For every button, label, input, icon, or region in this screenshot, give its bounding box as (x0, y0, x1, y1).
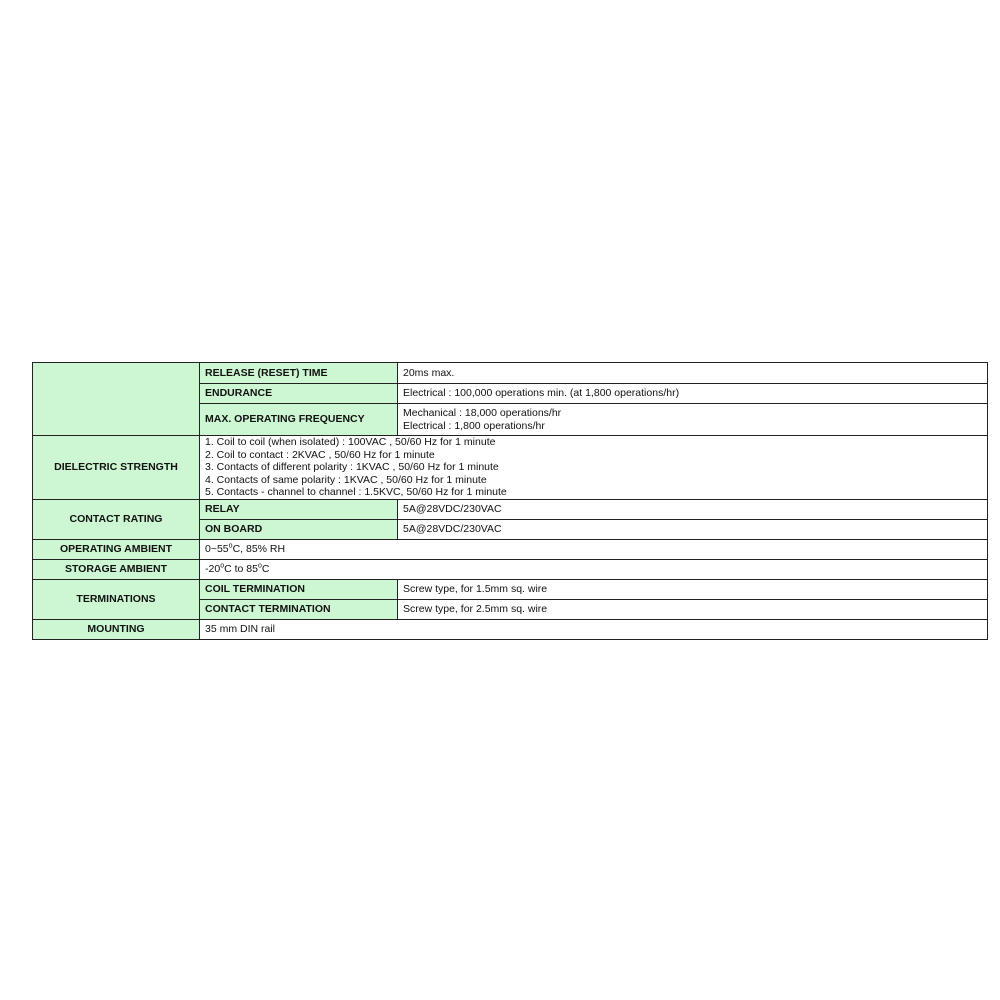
category-continued-cell (33, 363, 200, 436)
release-time-value: 20ms max. (398, 363, 988, 384)
on-board-value: 5A@28VDC/230VAC (398, 520, 988, 540)
row-release-time (33, 363, 988, 384)
dielectric-line-4: 4. Contacts of same polarity : 1KVAC , 50/60 Hz for 1 minute (205, 473, 487, 486)
row-contact-rating-relay (33, 500, 988, 520)
contact-rating-label: CONTACT RATING (33, 500, 200, 540)
operating-ambient-label: OPERATING AMBIENT (33, 540, 200, 560)
relay-value: 5A@28VDC/230VAC (398, 500, 988, 520)
dielectric-line-3: 3. Contacts of different polarity : 1KVAC , 50/60 Hz for 1 minute (205, 461, 499, 474)
dielectric-line-5: 5. Contacts - channel to channel : 1.5KVC, 50/60 Hz for 1 minute (205, 486, 507, 499)
endurance-value: Electrical : 100,000 operations min. (at 1,800 operations/hr) (398, 384, 988, 404)
operating-ambient-value (200, 540, 988, 560)
max-operating-frequency-label: MAX. OPERATING FREQUENCY (200, 404, 398, 436)
row-coil-termination (33, 580, 988, 600)
degree-symbol: o (257, 562, 262, 570)
specifications-table (32, 362, 988, 640)
contact-termination-label: CONTACT TERMINATION (200, 600, 398, 620)
contact-termination-value: Screw type, for 2.5mm sq. wire (398, 600, 988, 620)
storage-ambient-max: C to 85 (224, 563, 258, 576)
degree-symbol: o (228, 542, 233, 550)
on-board-label: ON BOARD (200, 520, 398, 540)
release-time-label: RELEASE (RESET) TIME (200, 363, 398, 384)
max-frequency-line-electrical: Electrical : 1,800 operations/hr (403, 419, 545, 432)
endurance-label: ENDURANCE (200, 384, 398, 404)
dielectric-strength-label: DIELECTRIC STRENGTH (33, 436, 200, 500)
row-operating-ambient (33, 540, 988, 560)
dielectric-line-1: 1. Coil to coil (when isolated) : 100VAC , 50/60 Hz for 1 minute (205, 436, 496, 449)
row-mounting (33, 620, 988, 640)
relay-label: RELAY (200, 500, 398, 520)
operating-ambient-unit-humidity: C, 85% RH (232, 543, 286, 556)
max-operating-frequency-value (398, 404, 988, 436)
dielectric-line-2: 2. Coil to contact : 2KVAC , 50/60 Hz for 1 minute (205, 448, 435, 461)
row-storage-ambient (33, 560, 988, 580)
mounting-label: MOUNTING (33, 620, 200, 640)
coil-termination-value: Screw type, for 1.5mm sq. wire (398, 580, 988, 600)
operating-ambient-range: 0~55 (205, 543, 229, 556)
coil-termination-label: COIL TERMINATION (200, 580, 398, 600)
storage-ambient-min: -20 (205, 563, 221, 576)
storage-ambient-label: STORAGE AMBIENT (33, 560, 200, 580)
mounting-value: 35 mm DIN rail (200, 620, 988, 640)
terminations-label: TERMINATIONS (33, 580, 200, 620)
storage-ambient-unit: C (261, 563, 270, 576)
dielectric-strength-value (200, 436, 988, 500)
storage-ambient-value (200, 560, 988, 580)
max-frequency-line-mechanical: Mechanical : 18,000 operations/hr (403, 407, 562, 419)
row-dielectric-strength (33, 436, 988, 500)
degree-symbol: o (220, 562, 225, 570)
